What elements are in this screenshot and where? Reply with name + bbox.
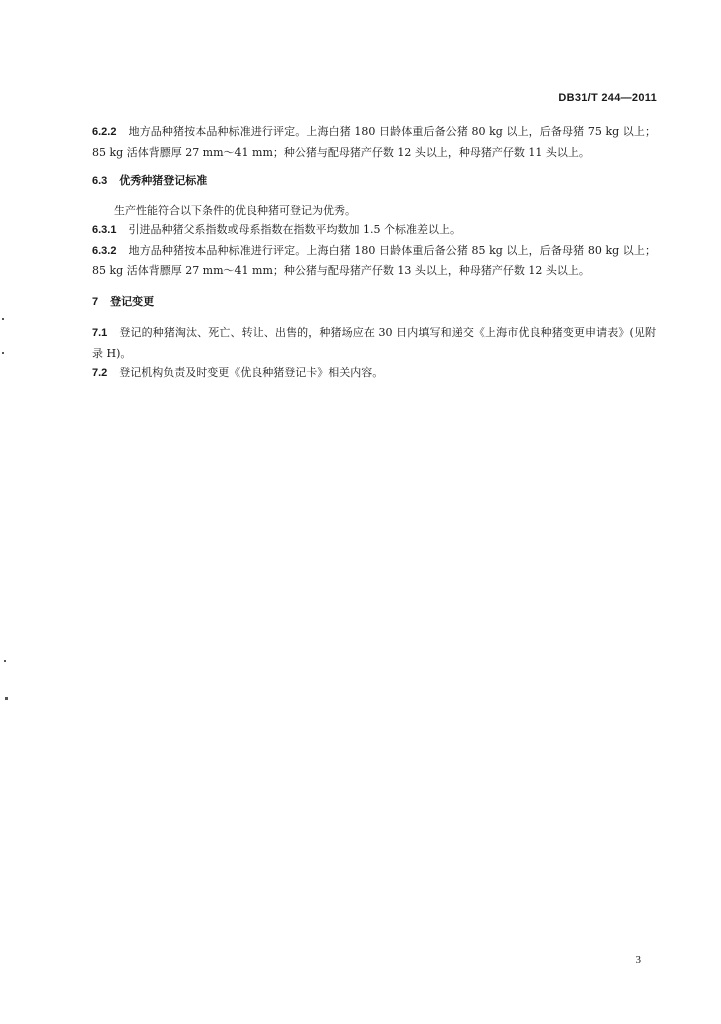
- clause-text: 地方品种猪按本品种标准进行评定。上海白猪 180 日龄体重后备公猪 80 kg 以上，后备母猪 75 kg 以上；85 kg 活体背膘厚 27 mm～41 mm；种公猪与配母猪产仔数 12 头以上，种母猪产仔数 11 头以上。: [92, 125, 656, 159]
- clause-number: 6.3.1: [92, 224, 117, 236]
- section-number: 7: [92, 295, 99, 308]
- document-body: [92, 122, 656, 384]
- page-number: 3: [635, 954, 641, 966]
- clause-number: 6.2.2: [92, 126, 117, 138]
- clause-6-2-2: [92, 122, 656, 162]
- clause-text: 地方品种猪按本品种标准进行评定。上海白猪 180 日龄体重后备公猪 85 kg 以上，后备母猪 80 kg 以上；85 kg 活体背膘厚 27 mm～41 mm；种公猪与配母猪产仔数 13 头以上，种母猪产仔数 12 头以上。: [92, 243, 656, 277]
- clause-text: 引进品种猪父系指数或母系指数在指数平均数加 1.5 个标准差以上。: [128, 223, 461, 236]
- clause-number: 7.2: [92, 367, 108, 379]
- scan-mark: [5, 697, 8, 700]
- section-title: 优秀种猪登记标准: [119, 174, 208, 187]
- section-heading-6-3: [92, 171, 656, 192]
- scan-mark: [4, 660, 6, 662]
- clause-7-2: [92, 363, 656, 384]
- clause-number: 7.1: [92, 327, 108, 339]
- clause-6-3-1: [92, 220, 656, 241]
- clause-text: 登记机构负责及时变更《优良种猪登记卡》相关内容。: [119, 366, 384, 379]
- scan-mark: [2, 352, 4, 354]
- scan-mark: [2, 318, 4, 320]
- section-intro: 生产性能符合以下条件的优良种猪可登记为优秀。: [114, 203, 356, 217]
- clause-7-1: [92, 323, 656, 363]
- section-number: 6.3: [92, 175, 108, 187]
- section-heading-7: [92, 292, 656, 313]
- clause-text: 登记的种猪淘汰、死亡、转让、出售的，种猪场应在 30 日内填写和递交《上海市优良种猪变更申请表》(见附录 H)。: [92, 326, 656, 360]
- clause-number: 6.3.2: [92, 244, 117, 257]
- section-title: 登记变更: [110, 294, 155, 308]
- standard-code: DB31/T 244—2011: [558, 92, 657, 104]
- clause-6-3-2: [92, 241, 656, 281]
